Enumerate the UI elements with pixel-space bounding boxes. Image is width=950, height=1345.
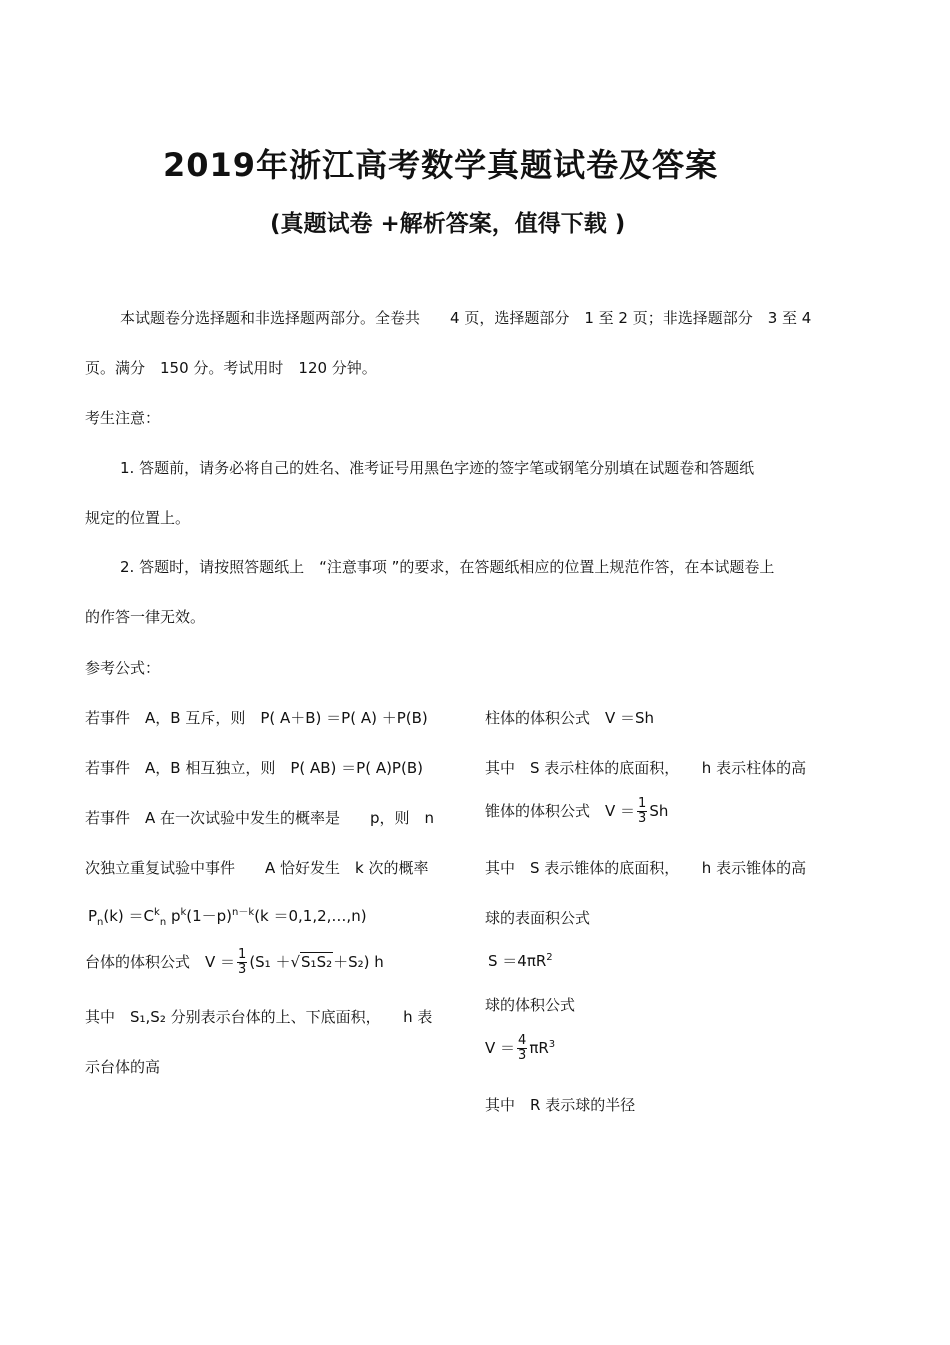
formula-binomial: $P_n(k) =C^k_n$ $p^k(1-p)^{n-k}(k$ ＝0,1,2,…,n) [88,907,367,928]
intro-line-2: 页。满分 150 分。考试用时 120 分钟。 [85,359,377,377]
fraction-one-third: $\frac{1}{3}$ [238,947,247,977]
formula-independent-events: 若事件 A，B 相互独立，则 P( AB) ＝P( A)P(B) [85,759,423,777]
formula-sphere-volume-label: 球的体积公式 [485,996,576,1014]
formula-binomial-text-1: 若事件 A 在一次试验中发生的概率是 p，则 n [85,809,435,827]
formula-prism-note: 其中 S 表示柱体的底面积， h 表示柱体的高 [485,759,807,777]
formula-frustum-note-2: 示台体的高 [85,1058,161,1076]
note-2-line-1: 2. 答题时，请按照答题纸上 “注意事项 ”的要求，在答题纸相应的位置上规范作答，在本试题卷上 [120,558,775,576]
notes-heading: 考生注意： [85,409,161,427]
fraction-one-third: $\frac{1}{3}$ [638,796,647,826]
formula-pyramid-note: 其中 S 表示锥体的底面积， h 表示锥体的高 [485,859,807,877]
formula-prism-volume: 柱体的体积公式 V ＝Sh [485,709,655,727]
fraction-four-thirds: $\frac{4}{3}$ [518,1033,527,1063]
formula-frustum-volume: 台体的体积公式 V ＝ $\frac{1}{3}$ (S₁ ＋√S₁S₂＋S₂) h [85,947,384,977]
note-2-line-2: 的作答一律无效。 [85,608,206,626]
formula-sphere-volume: V ＝ $\frac{4}{3}$ $\pi R^3$ [485,1033,556,1063]
note-1-line-1: 1. 答题前，请务必将自己的姓名、准考证号用黑色字迹的签字笔或钢笔分别填在试题卷和答题纸 [120,459,755,477]
formula-frustum-note-1: 其中 S₁,S₂ 分别表示台体的上、下底面积， h 表 [85,1008,433,1026]
formulas-heading: 参考公式： [85,659,161,677]
page-title: 2019年浙江高考数学真题试卷及答案 [163,146,719,184]
formula-exclusive-events: 若事件 A，B 互斥，则 P( A＋B) ＝P( A) ＋P(B) [85,709,428,727]
formula-sphere-area: $S =4\pi R^2$ [488,952,553,970]
intro-line-1: 本试题卷分选择题和非选择题两部分。全卷共 4 页，选择题部分 1 至 2 页；非选择题部分 3 至 4 [120,309,812,327]
note-1-line-2: 规定的位置上。 [85,509,191,527]
formula-sphere-area-label: 球的表面积公式 [485,909,591,927]
formula-pyramid-volume: 锥体的体积公式 V ＝ $\frac{1}{3}$ Sh [485,796,669,826]
formula-binomial-text-2: 次独立重复试验中事件 A 恰好发生 k 次的概率 [85,859,429,877]
formula-sphere-note: 其中 R 表示球的半径 [485,1096,636,1114]
page-subtitle: (真题试卷 +解析答案，值得下载 ) [270,211,626,237]
